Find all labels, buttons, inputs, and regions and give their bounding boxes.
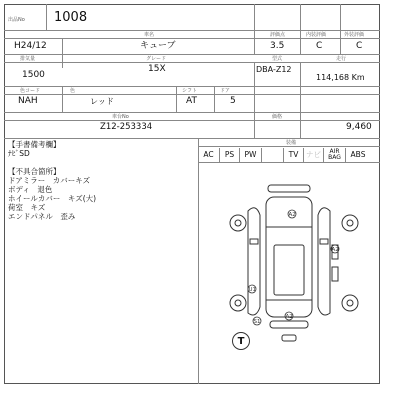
- left-side-outline: [248, 208, 260, 315]
- rear-bumper: [270, 321, 308, 328]
- type-label: 型式: [272, 56, 283, 62]
- exterior-grade: C: [356, 41, 363, 51]
- row-divider: [4, 138, 380, 139]
- airbag-line-2: BAG: [328, 154, 341, 161]
- notes-line: ボディ 退色: [8, 185, 53, 194]
- notes-line: ﾅﾋﾞSD: [8, 149, 30, 158]
- col-divider: [62, 86, 63, 112]
- car-model: キューブ: [140, 41, 176, 51]
- notes-line: ドアミラー カバーキズ: [8, 176, 91, 185]
- car-damage-diagram: [200, 175, 380, 360]
- row-divider: [4, 30, 380, 31]
- notes-line: エンドパネル 歪み: [8, 212, 76, 221]
- damage-mark-rear: S1: [253, 319, 261, 325]
- type-code: DBA-Z12: [256, 65, 292, 74]
- row-divider: [4, 62, 380, 63]
- row-divider: [4, 94, 380, 95]
- damage-mark-right: A2: [331, 247, 339, 253]
- right-side-outline: [318, 208, 330, 315]
- inspector-header: 【不具合箇所】: [8, 167, 61, 176]
- side-detail: [332, 267, 338, 281]
- color-code-label: 色コード: [20, 88, 41, 94]
- wheel-front-right-icon: [342, 215, 358, 231]
- row-divider: [4, 120, 380, 121]
- price: 9,460: [346, 122, 372, 132]
- wheel-front-left-icon: [230, 215, 246, 231]
- rear-panel: [282, 335, 296, 341]
- row-divider: [198, 162, 380, 163]
- color-code: NAH: [18, 96, 38, 106]
- model-year: H24/12: [14, 41, 47, 51]
- option-pw: PW: [240, 148, 262, 162]
- interior-grade: C: [316, 41, 323, 51]
- row-divider: [198, 146, 380, 147]
- exterior-label: 外装評価: [344, 32, 365, 38]
- col-divider: [254, 112, 255, 138]
- mileage: 114,168 Km: [316, 73, 365, 82]
- col-divider: [176, 86, 177, 112]
- mirror-right: [320, 239, 328, 244]
- notes-line: 荷室 キズ: [8, 203, 46, 212]
- chassis-number: Z12-253334: [100, 122, 153, 132]
- transmission: AT: [186, 96, 197, 106]
- col-divider: [254, 62, 255, 86]
- shift-label: シフト: [182, 88, 198, 94]
- displacement-label: 排気量: [20, 56, 36, 62]
- airbag-line-1: AIR: [329, 148, 340, 155]
- lot-number: 1008: [54, 10, 88, 25]
- col-divider: [300, 4, 301, 54]
- wheel-rear-left-inner: [235, 300, 241, 306]
- lot-number-label: 出品No: [8, 17, 25, 23]
- mirror-left: [250, 239, 258, 244]
- row-divider: [4, 38, 380, 39]
- price-label: 価格: [272, 114, 283, 120]
- col-divider: [300, 112, 301, 138]
- col-divider: [300, 62, 301, 86]
- wheel-rear-right-icon: [342, 295, 358, 311]
- col-divider: [46, 4, 47, 30]
- score-label: 評価点: [270, 32, 286, 38]
- wheel-front-right-inner: [347, 220, 353, 226]
- options-label: 装備: [286, 140, 297, 146]
- door-count: 5: [230, 96, 236, 106]
- damage-mark-front: A2: [288, 212, 296, 218]
- col-divider: [340, 4, 341, 54]
- col-divider: [62, 38, 63, 68]
- front-bumper: [268, 185, 310, 192]
- row-divider: [4, 54, 380, 55]
- option-navi: ナビ: [304, 148, 324, 162]
- interior-label: 内装評価: [306, 32, 327, 38]
- car-name-label: 車名: [144, 32, 155, 38]
- col-divider: [254, 4, 255, 54]
- row-divider: [4, 86, 380, 87]
- damage-mark-rear-bumper: A2: [285, 314, 293, 320]
- displacement: 1500: [22, 70, 45, 80]
- grade: 15X: [148, 64, 166, 74]
- chassis-label: 車台No: [112, 114, 129, 120]
- color-label: 色: [70, 88, 76, 94]
- option-tv: TV: [284, 148, 304, 162]
- row-divider: [4, 112, 380, 113]
- auction-score: 3.5: [270, 41, 285, 51]
- grade-label: グレード: [146, 56, 167, 62]
- wheel-front-left-inner: [235, 220, 241, 226]
- color: レッド: [90, 97, 114, 106]
- notes-line: ホイールカバー キズ(大): [8, 194, 97, 203]
- doors-label: ドア: [220, 88, 230, 94]
- wheel-rear-left-icon: [230, 295, 246, 311]
- option-abs: ABS: [350, 150, 366, 159]
- col-divider: [214, 86, 215, 112]
- wheel-rear-right-inner: [347, 300, 353, 306]
- damage-mark-side: U1: [248, 287, 257, 293]
- col-divider: [254, 86, 255, 112]
- option-blank: [262, 148, 284, 162]
- option-ps: PS: [220, 148, 240, 162]
- option-airbag: [324, 148, 346, 162]
- notes-header: 【手書備考欄】: [8, 140, 61, 149]
- section-divider: [198, 138, 199, 384]
- roof-outline: [274, 245, 304, 295]
- mileage-label: 走行: [336, 56, 347, 62]
- col-divider: [300, 86, 301, 112]
- option-ac: AC: [198, 148, 220, 162]
- tire-mark: T: [232, 332, 250, 350]
